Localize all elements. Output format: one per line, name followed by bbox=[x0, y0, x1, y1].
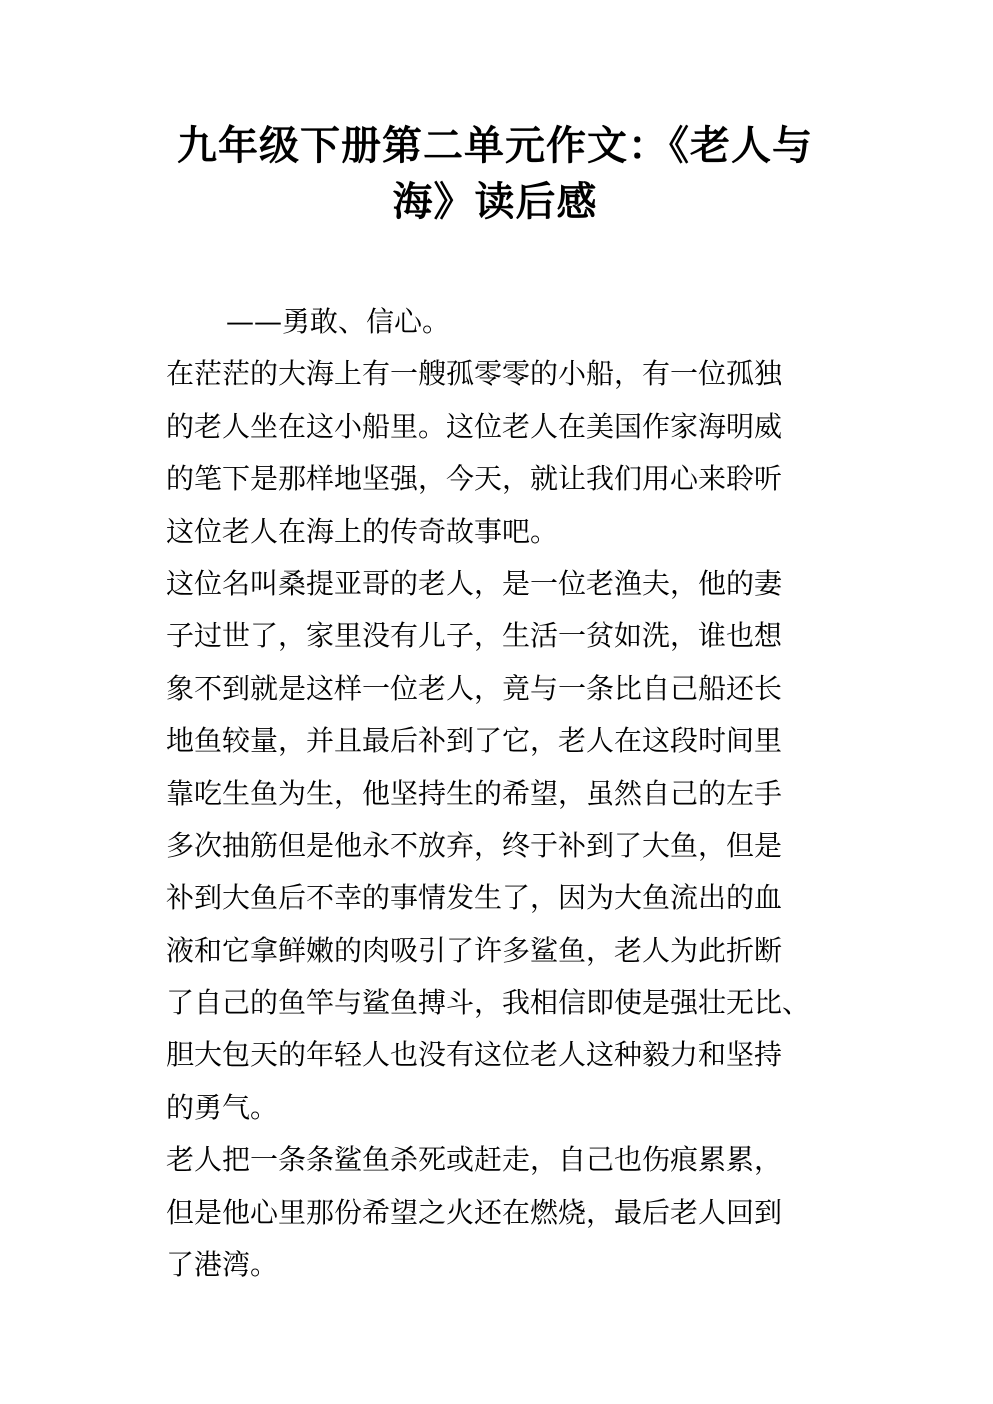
paragraph-line: 老人把一条条鲨鱼杀死或赶走，自己也伤痕累累， bbox=[166, 1143, 783, 1177]
paragraph-line: 多次抽筋但是他永不放弃，终于补到了大鱼，但是 bbox=[166, 828, 783, 862]
paragraph-line: 子过世了，家里没有儿子，生活一贫如洗，谁也想 bbox=[166, 619, 783, 653]
title-line-1: 九年级下册第二单元作文：《老人与 bbox=[177, 123, 813, 169]
paragraph-3 bbox=[166, 1134, 846, 1291]
paragraph-line: 的勇气。 bbox=[166, 1090, 279, 1124]
paragraph-line: 象不到就是这样一位老人，竟与一条比自己船还长 bbox=[166, 671, 783, 705]
paragraph-line: 了港湾。 bbox=[166, 1248, 279, 1282]
subtitle: ——勇敢、信心。 bbox=[226, 305, 451, 338]
title-line-2: 海》读后感 bbox=[392, 179, 598, 225]
paragraph-line: 胆大包天的年轻人也没有这位老人这种毅力和坚持 bbox=[166, 1038, 783, 1072]
paragraph-1 bbox=[166, 348, 846, 558]
paragraph-2 bbox=[166, 558, 846, 1134]
document-title bbox=[150, 118, 840, 230]
document-body bbox=[166, 296, 846, 1291]
paragraph-line: 补到大鱼后不幸的事情发生了，因为大鱼流出的血 bbox=[166, 881, 783, 915]
paragraph-line: 地鱼较量，并且最后补到了它，老人在这段时间里 bbox=[166, 724, 783, 758]
paragraph-line: 的老人坐在这小船里。这位老人在美国作家海明威 bbox=[166, 409, 783, 443]
paragraph-line: 的笔下是那样地坚强，今天，就让我们用心来聆听 bbox=[166, 462, 783, 496]
paragraph-line: 液和它拿鲜嫩的肉吸引了许多鲨鱼，老人为此折断 bbox=[166, 933, 783, 967]
paragraph-line: 这位老人在海上的传奇故事吧。 bbox=[166, 514, 559, 548]
paragraph-line: 靠吃生鱼为生，他坚持生的希望，虽然自己的左手 bbox=[166, 776, 783, 810]
paragraph-line: 了自己的鱼竿与鲨鱼搏斗，我相信即使是强壮无比、 bbox=[166, 986, 811, 1020]
paragraph-line: 但是他心里那份希望之火还在燃烧，最后老人回到 bbox=[166, 1195, 783, 1229]
paragraph-line: 这位名叫桑提亚哥的老人，是一位老渔夫，他的妻 bbox=[166, 566, 783, 600]
paragraph-line: 在茫茫的大海上有一艘孤零零的小船，有一位孤独 bbox=[166, 357, 783, 391]
